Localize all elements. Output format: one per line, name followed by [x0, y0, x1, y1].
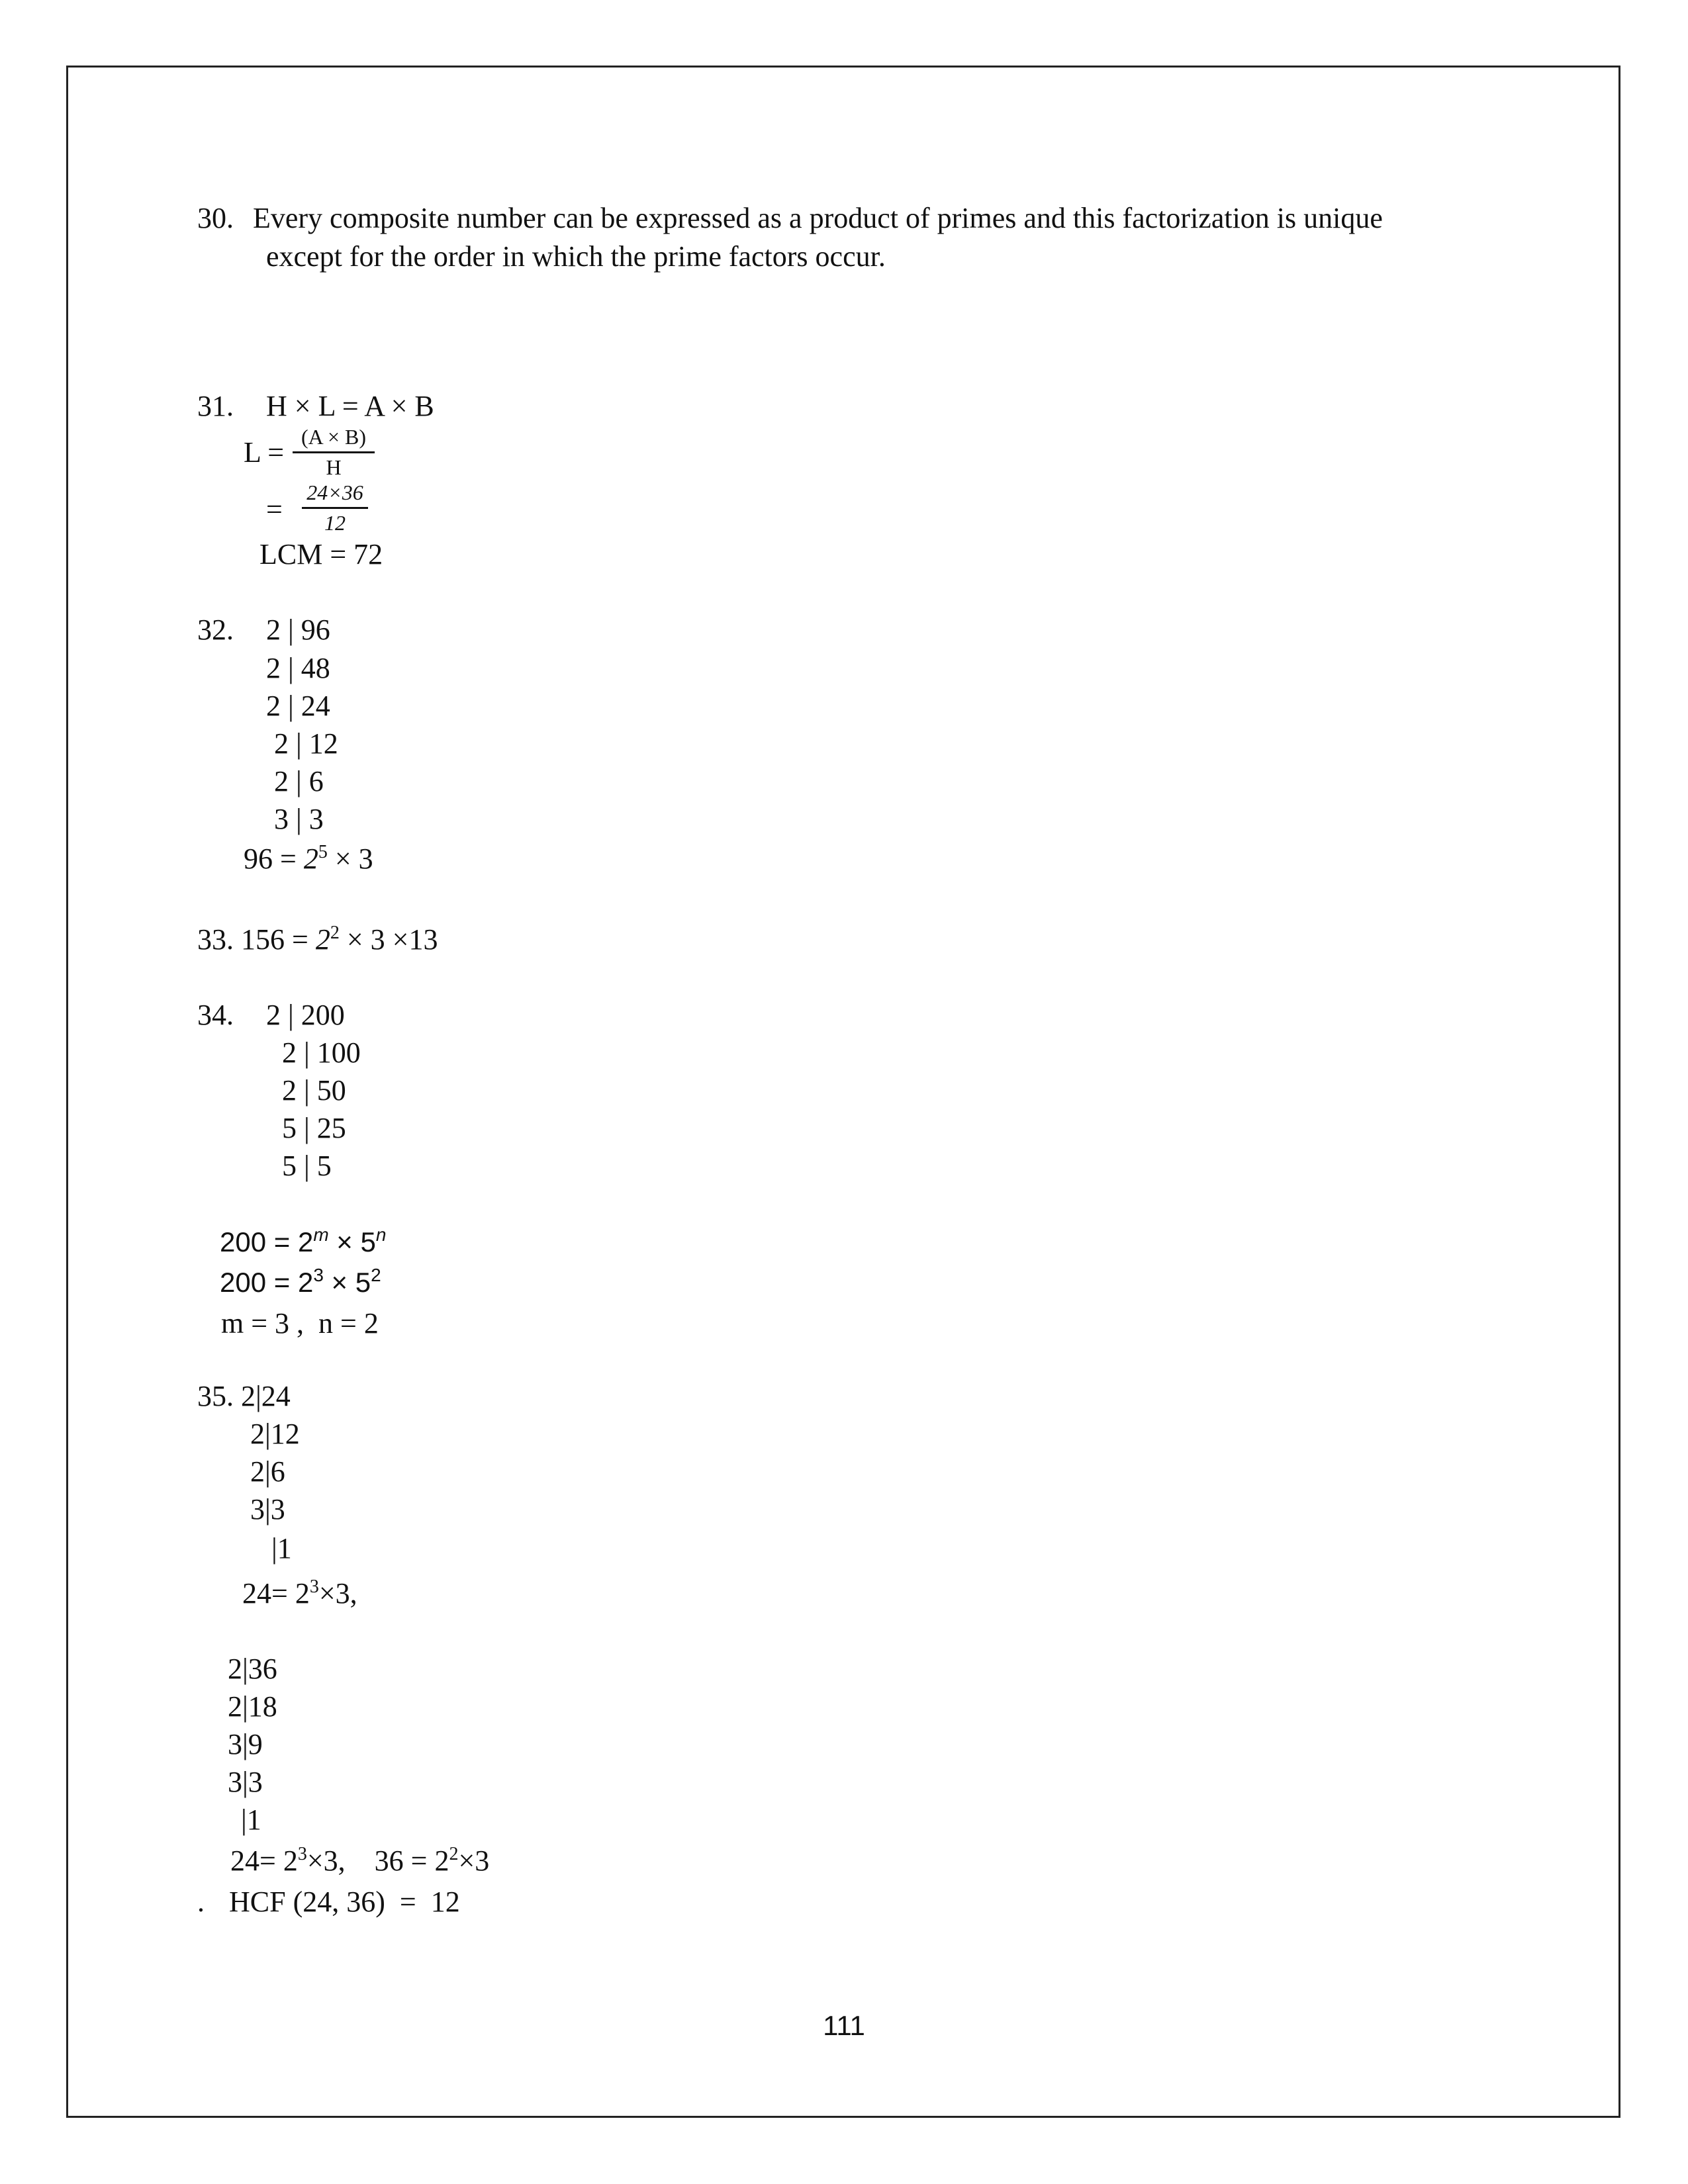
q34-general-form: $200 = 2^m \times 5^n$ [220, 1224, 387, 1257]
q35-step: 2|18 [228, 1690, 277, 1723]
q31-number: 31. [197, 390, 234, 422]
q35-step: 3|9 [228, 1728, 263, 1760]
q32-number: 32. [197, 614, 234, 646]
q31-fraction-1-denominator: H [326, 455, 342, 479]
q31-l-label: L = [244, 436, 285, 469]
q30-line1: Every composite number can be expressed as a product of primes and this factorization is unique [253, 202, 1383, 234]
q34-step: 5 | 25 [282, 1112, 346, 1144]
q31-fraction-1-numerator: (A × B) [301, 425, 367, 449]
q35-step: 3|3 [250, 1493, 285, 1525]
q33-answer: 33. $156 = 2^2 \times 3 \times 13$ [197, 923, 438, 956]
q35-step: 2|6 [250, 1455, 285, 1488]
q31-equals: = [266, 493, 283, 525]
q35-step: 2|12 [250, 1418, 300, 1450]
q32-step: 2 | 6 [274, 765, 324, 797]
q35-hcf-bullet: . [197, 1886, 205, 1918]
page-number: 111 [823, 2010, 865, 2041]
q35-step: 3|3 [228, 1766, 263, 1798]
q34-step: 5 | 5 [282, 1150, 332, 1182]
q35-combined-result: $24= 2^3\times 3$, $36 = 2^2\times 3$ [230, 1844, 490, 1877]
q31-fraction-2-numerator: 24×36 [306, 480, 363, 504]
q31-result: LCM = 72 [259, 538, 383, 570]
q30-number: 30. [197, 202, 234, 234]
q31-fraction-2-denominator: 12 [324, 511, 346, 535]
q34-values: m = 3 , n = 2 [221, 1307, 379, 1340]
q34-factor-form: $200 = 2^3 \times 5^2$ [220, 1265, 381, 1298]
q34-step: 2 | 50 [282, 1074, 346, 1107]
q30-line2: except for the order in which the prime factors occur. [266, 240, 886, 273]
q35-step: 35. 2|24 [197, 1380, 291, 1412]
q32-result: $96 = 2^5 \times 3$ [244, 842, 373, 875]
q32-step: 2 | 12 [274, 727, 338, 760]
q34-step: 2 | 200 [266, 999, 345, 1031]
q31-fraction-1 [293, 426, 375, 478]
q35-step: 2|36 [228, 1653, 277, 1685]
q31-equation: H × L = A × B [266, 390, 434, 422]
fraction-bar [302, 507, 368, 509]
q35-step: |1 [241, 1803, 261, 1836]
q32-step: 3 | 3 [274, 803, 324, 835]
q32-step: 2 | 48 [266, 652, 330, 684]
q32-step: 2 | 96 [266, 614, 330, 646]
q35-hcf: HCF (24, 36) = 12 [229, 1886, 460, 1918]
q34-step: 2 | 100 [282, 1036, 361, 1069]
q35-step: |1 [271, 1532, 292, 1565]
fraction-bar [293, 451, 375, 453]
q35-result-24: $24= 2^3\times 3$, [242, 1576, 357, 1610]
q32-step: 2 | 24 [266, 690, 330, 722]
q34-number: 34. [197, 999, 234, 1031]
q31-fraction-2 [302, 482, 368, 533]
